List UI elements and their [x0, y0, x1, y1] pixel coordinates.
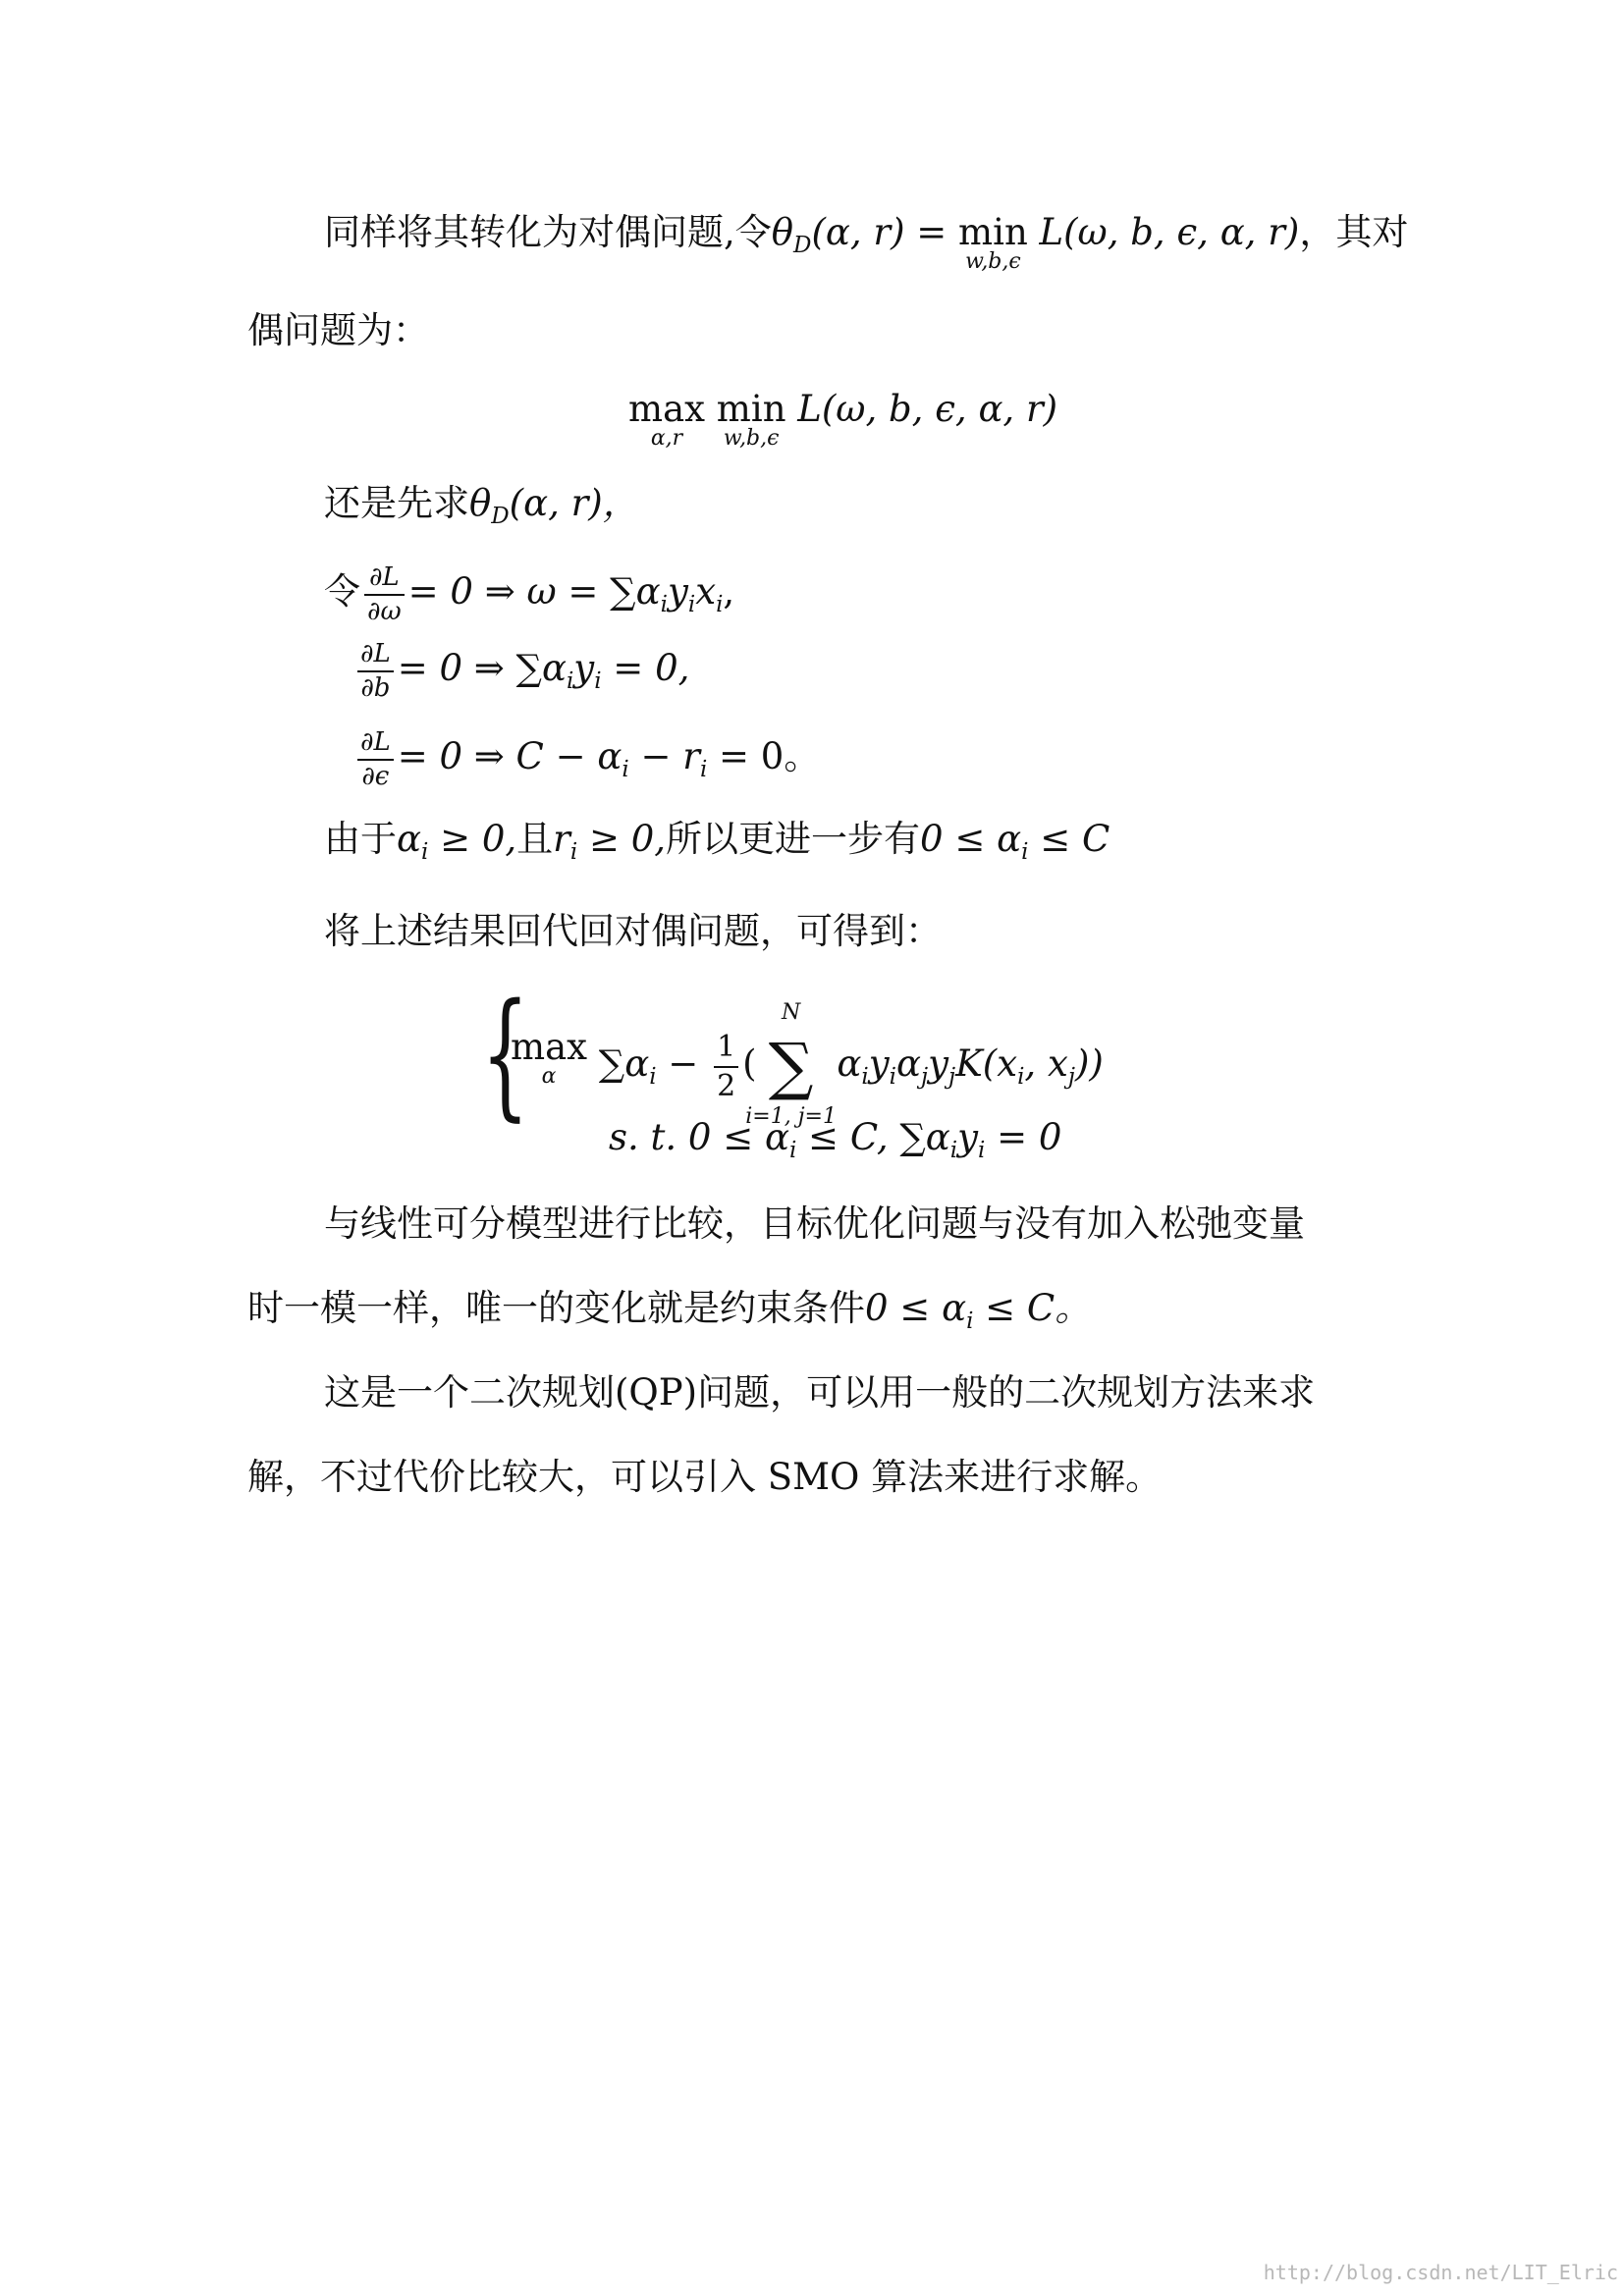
dual-problem-equation [628, 388, 1058, 451]
constraint-line: 由于$\alpha_i \ge 0$,且$r_i \ge 0$,所以更进一步有$0 \le \alpha_i \le C$ [324, 818, 1110, 866]
paragraph2-text: 时一模一样，唯一的变化就是约束条件 [247, 1287, 865, 1329]
alpha-range: 0 ≤ α [920, 818, 1022, 860]
left-brace: { [481, 975, 529, 1135]
ling-prefix: 令 [324, 570, 360, 613]
le-c: ≤ C。 [973, 1287, 1092, 1329]
paragraph3-line2: 解，不过代价比较大，可以引入 SMO 算法来进行求解。 [247, 1456, 1163, 1498]
ge-zero-b: ≥ 0, [577, 818, 667, 860]
paragraph1-line1 [324, 211, 1409, 274]
derivative-rhs: = 0 ⇒ C − α [397, 735, 623, 777]
step-line [324, 482, 639, 530]
theta-args: (α, r) = [811, 211, 959, 253]
y-symbol: y [667, 570, 688, 613]
fraction-dL-db: $\frac{\partial L}{\partial b}$ [357, 638, 394, 704]
le-c: ≤ C [1028, 818, 1110, 860]
r-symbol: r [553, 818, 570, 860]
minus-sign: − [668, 1042, 699, 1085]
alpha-term: α [837, 1042, 862, 1085]
sum-upper: N [781, 999, 801, 1025]
derivative-rhs: = 0 ⇒ ∑α [397, 647, 567, 689]
fraction-dL-depsilon: $\frac{\partial L}{\partial\epsilon}$ [357, 726, 394, 792]
max-subscript: α [541, 1064, 557, 1089]
lagrangian-expr: L(ω, b, ϵ, α, r) [797, 388, 1058, 430]
summation-symbol: ∑ N i=1, j=1 [745, 999, 837, 1129]
derivative-epsilon: $\frac{\partial L}{\partial\epsilon}$ = 0 ⇒ $C - \alpha_i - r_i = 0$。 [353, 726, 820, 792]
x-symbol: x [695, 570, 717, 613]
paragraph1-text: 同样将其转化为对偶问题,令 [324, 211, 772, 253]
max-operator: max α,r [628, 388, 706, 451]
st-constraint-tail: ≤ C, ∑α [796, 1116, 950, 1158]
max-subscript: α,r [650, 426, 683, 451]
substitute-line: 将上述结果回代回对偶问题，可得到： [324, 910, 942, 952]
derivative-b: $\frac{\partial L}{\partial b}$ = 0 ⇒ $\sum\alpha_iy_i = 0$, [353, 638, 689, 704]
alpha-range: 0 ≤ α [865, 1287, 967, 1329]
system-constraint: s. t. $0 \le \alpha_i \le C$, $\sum\alpha_iy_i = 0$ [609, 1116, 1062, 1164]
constraint-text: 由于 [324, 818, 397, 860]
paragraph1-line2: 偶问题为： [247, 309, 429, 351]
kernel-expr: K(x [955, 1042, 1018, 1085]
line-end: = 0。 [707, 735, 821, 777]
system-objective: max α $\sum\alpha_i$ − $\frac{1}{2}$ ( ∑ N i=1, j=1 $\alpha_iy_i\alpha_jy_jK(x_i$, $x_j$)) [511, 999, 1104, 1129]
y-symbol: y [573, 647, 595, 689]
paragraph3-line1: 这是一个二次规划(QP)问题，可以用一般的二次规划方法来求 [324, 1371, 1316, 1414]
theta-args: (α, r)， [509, 482, 639, 524]
ge-zero: ≥ 0, [428, 818, 517, 860]
min-subscript: w,b,ϵ [965, 249, 1021, 274]
st-constraint: s. t. 0 ≤ α [609, 1116, 789, 1158]
sum-lower: i=1, j=1 [745, 1103, 837, 1129]
theta-subscript: D [491, 504, 510, 530]
line-end: = 0, [601, 647, 690, 689]
min-operator: min w,b,ϵ [958, 211, 1028, 274]
theta-symbol: θ [469, 482, 492, 524]
min-operator: min w,b,ϵ [716, 388, 786, 451]
constraint-text-c: 所以更进一步有 [666, 818, 921, 860]
r-symbol: − r [628, 735, 700, 777]
paragraph2-line1: 与线性可分模型进行比较，目标优化问题与没有加入松弛变量 [324, 1202, 1305, 1245]
min-subscript: w,b,ϵ [723, 426, 780, 451]
watermark-text: http://blog.csdn.net/LIT_Elric [1263, 2261, 1618, 2284]
theta-symbol: θ [771, 211, 794, 253]
fraction-dL-domega: $\frac{\partial L}{\partial\omega}$ [364, 561, 405, 627]
max-operator: max α [511, 1026, 588, 1089]
derivative-rhs: = 0 ⇒ ω = ∑α [407, 570, 661, 613]
fraction-one-half: $\frac{1}{2}$ [714, 1029, 738, 1104]
theta-subscript: D [793, 233, 812, 259]
paragraph2-line2: 时一模一样，唯一的变化就是约束条件$0 \le \alpha_i \le C$。 [247, 1287, 1092, 1335]
st-constraint-end: = 0 [985, 1116, 1062, 1158]
line-end: , [723, 570, 735, 613]
sum-alpha: ∑α [598, 1042, 650, 1085]
alpha-symbol: α [397, 818, 421, 860]
lagrangian-expr: L(ω, b, ϵ, α, r) [1039, 211, 1300, 253]
paragraph1-text-tail: ，其对 [1299, 211, 1409, 253]
constraint-text-b: 且 [516, 818, 554, 860]
derivative-omega: 令 $\frac{\partial L}{\partial\omega}$ = 0 ⇒ $\omega = \sum\alpha_iy_ix_i$, [324, 562, 735, 626]
step-text: 还是先求 [324, 482, 469, 524]
